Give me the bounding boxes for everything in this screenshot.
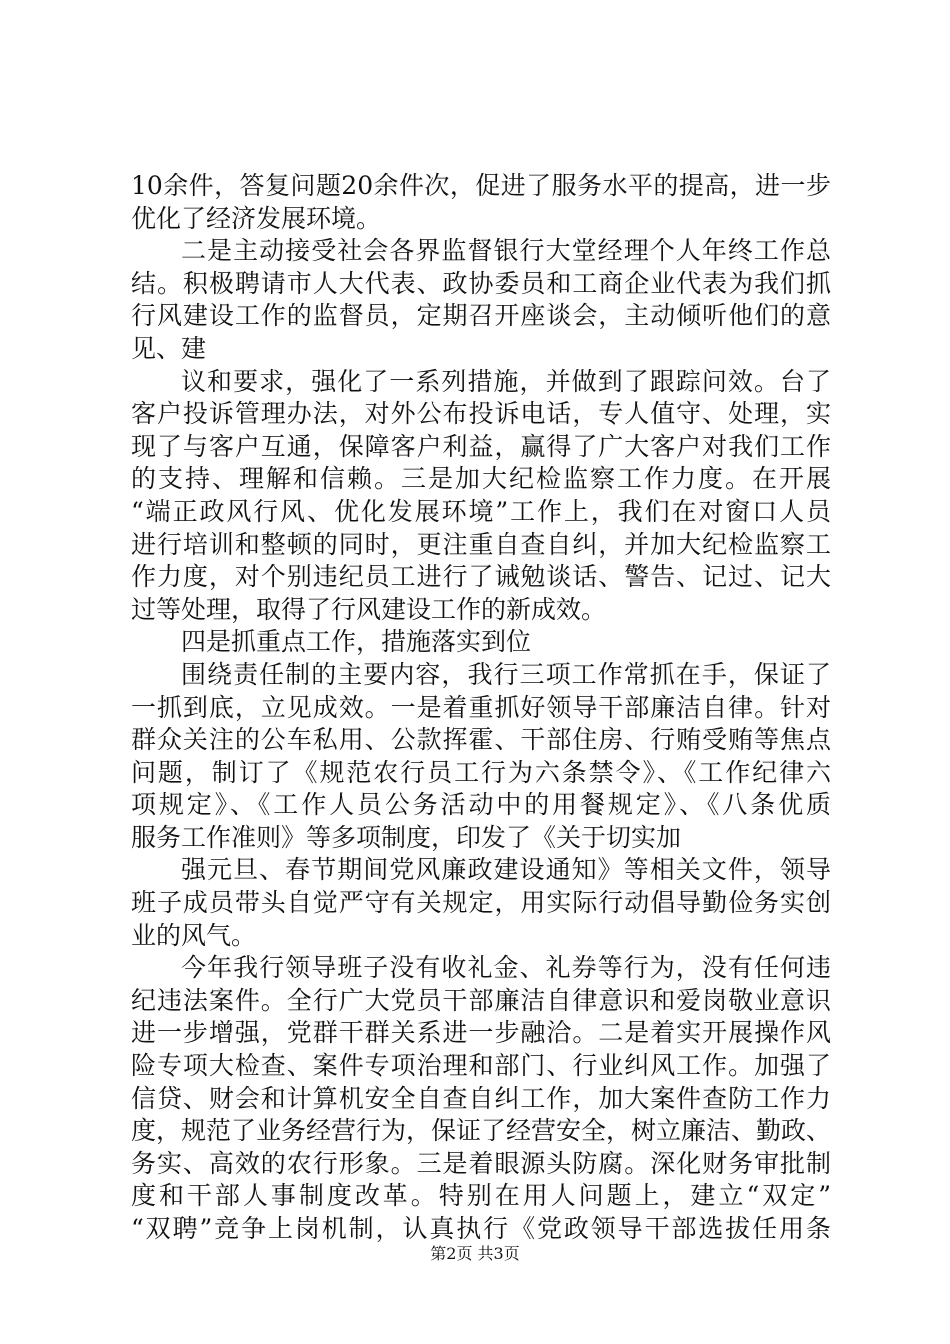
text-line: “端正政风行风、优化发展环境”工作上，我们在对窗口人员: [131, 496, 831, 526]
text-line: 纪违法案件。全行广大党员干部廉洁自律意识和爱岗敬业意识: [131, 985, 831, 1015]
text-line: 今年我行领导班子没有收礼金、礼券等行为，没有任何违: [181, 953, 831, 983]
text-line: 的支持、理解和信赖。三是加大纪检监察工作力度。在开展: [131, 464, 831, 494]
text-line: 强元旦、春节期间党风廉政建设通知》等相关文件，领导: [181, 855, 831, 885]
text-line: 险专项大检查、案件专项治理和部门、行业纠风工作。加强了: [131, 1051, 831, 1081]
page-footer: 第2页 共3页: [430, 1244, 520, 1263]
text-line: 见、建: [131, 333, 207, 363]
text-line: 务实、高效的农行形象。三是着眼源头防腐。深化财务审批制: [131, 1148, 831, 1178]
text-line: 项规定》、《工作人员公务活动中的用餐规定》、《八条优质: [131, 790, 831, 820]
text-line: 班子成员带头自觉严守有关规定，用实际行动倡导勤俭务实创: [131, 888, 831, 918]
text-line: 现了与客户互通，保障客户利益，赢得了广大客户对我们工作: [131, 431, 831, 461]
text-line: 信贷、财会和计算机安全自查自纠工作，加大案件查防工作力: [131, 1083, 831, 1113]
text-line: 作力度，对个别违纪员工进行了诫勉谈话、警告、记过、记大: [131, 562, 831, 592]
text-line: 议和要求，强化了一系列措施，并做到了跟踪问效。台了: [181, 366, 831, 396]
text-line: “双聘”竞争上岗机制，认真执行《党政领导干部选拔任用条: [131, 1214, 831, 1243]
text-line: 进一步增强，党群干群关系进一步融洽。二是着实开展操作风: [131, 1018, 831, 1048]
text-line: 度，规范了业务经营行为，保证了经营安全，树立廉洁、勤政、: [131, 1116, 831, 1146]
text-line: 四是抓重点工作，措施落实到位: [181, 627, 532, 657]
text-line: 度和干部人事制度改革。特别在用人问题上，建立“双定”: [131, 1181, 831, 1211]
text-line: 问题，制订了《规范农行员工行为六条禁令》、《工作纪律六: [131, 757, 831, 787]
text-line: 围绕责任制的主要内容，我行三项工作常抓在手，保证了: [181, 659, 831, 689]
document-body: [131, 170, 831, 1246]
text-line: 优化了经济发展环境。: [131, 203, 382, 233]
text-line: 二是主动接受社会各界监督银行大堂经理个人年终工作总: [181, 236, 831, 266]
text-line: 行风建设工作的监督员，定期召开座谈会，主动倾听他们的意: [131, 301, 831, 331]
text-line: 一抓到底，立见成效。一是着重抓好领导干部廉洁自律。针对: [131, 692, 831, 722]
text-line: 服务工作准则》等多项制度，印发了《关于切实加: [131, 822, 682, 852]
text-line: 结。积极聘请市人大代表、政协委员和工商企业代表为我们抓: [131, 268, 831, 298]
text-line: 10余件，答复问题20余件次，促进了服务水平的提高，进一步: [131, 171, 831, 200]
text-line: 客户投诉管理办法，对外公布投诉电话，专人值守、处理，实: [131, 399, 831, 429]
text-line: 业的风气。: [131, 920, 257, 950]
text-line: 进行培训和整顿的同时，更注重自查自纠，并加大纪检监察工: [131, 529, 831, 559]
text-line: 群众关注的公车私用、公款挥霍、干部住房、行贿受贿等焦点: [131, 725, 831, 755]
text-line: 过等处理，取得了行风建设工作的新成效。: [131, 594, 607, 624]
